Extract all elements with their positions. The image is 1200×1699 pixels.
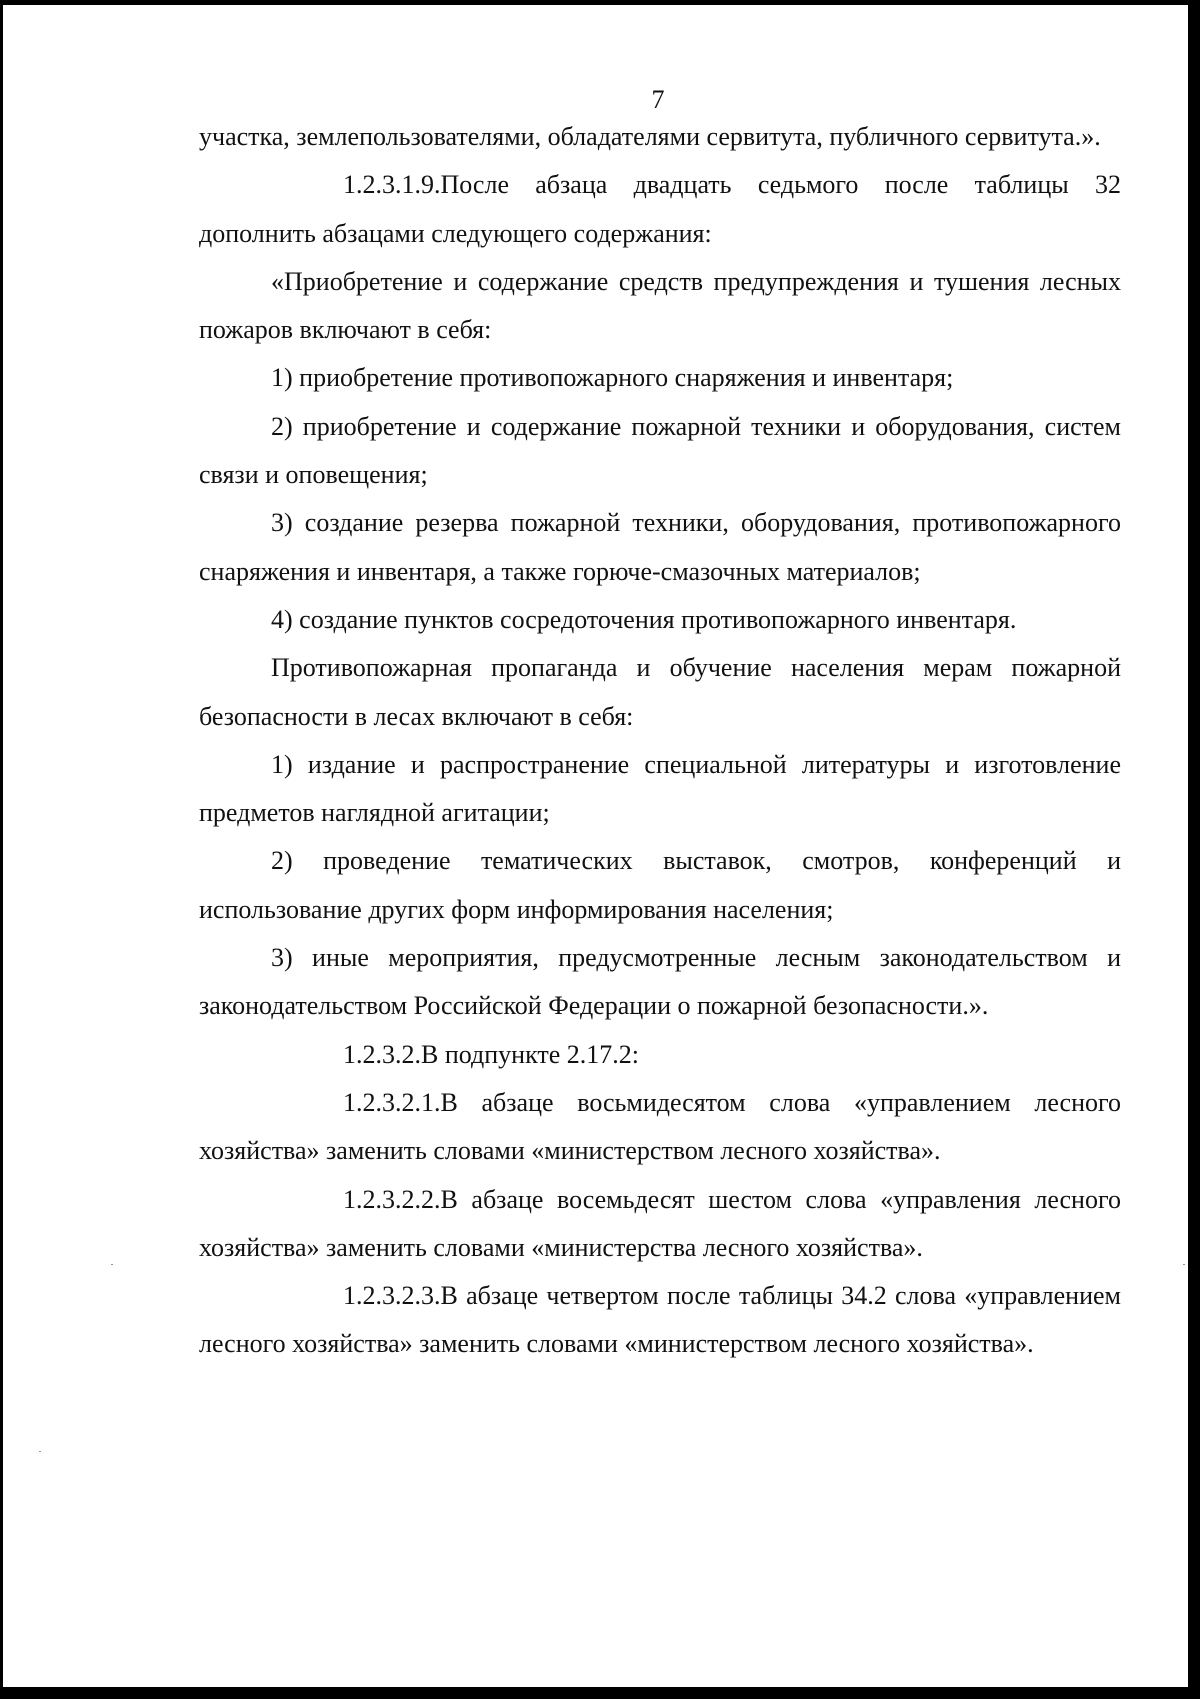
scan-speck: [39, 1451, 41, 1452]
paragraph-clause-1-2-3-1-9: [199, 161, 1121, 258]
document-body: [199, 113, 1121, 1369]
scan-speck: [111, 1264, 113, 1265]
clause-number: 1.2.3.1.9.: [343, 170, 441, 200]
list-item: [199, 837, 1121, 934]
list-item: [199, 354, 1121, 402]
paragraph-text: В абзаце восьмидесятом слова «управлением лесного хозяйства» заменить словами «министерством лесного хозяйства».: [199, 1087, 1121, 1166]
paragraph-text: После абзаца двадцать седьмого после таблицы 32 дополнить абзацами следующего содержания:: [199, 170, 1121, 248]
paragraph-clause-1-2-3-2: [199, 1031, 1121, 1079]
list-item: [199, 499, 1121, 596]
paragraph-text: В абзаце восемьдесят шестом слова «управления лесного хозяйства» заменить словами «министерства лесного хозяйства».: [199, 1184, 1121, 1262]
clause-number: 1.2.3.2.2.: [343, 1184, 441, 1214]
paragraph-text: 3) создание резерва пожарной техники, оборудования, противопожарного снаряжения и инвентаря, а также горюче-смазочных материалов;: [199, 508, 1121, 586]
clause-number: 1.2.3.2.3.: [343, 1281, 441, 1311]
paragraph-fire-prevention-intro: [199, 258, 1121, 355]
paragraph-clause-1-2-3-2-2: [199, 1176, 1121, 1273]
paragraph-clause-1-2-3-2-3: [199, 1272, 1121, 1369]
paragraph-text: В подпункте 2.17.2:: [421, 1039, 639, 1069]
paragraph-text: «Приобретение и содержание средств предупреждения и тушения лесных пожаров включают в себя:: [199, 266, 1121, 345]
list-item: [199, 934, 1121, 1031]
paragraph-text: 1) издание и распространение специальной литературы и изготовление предметов наглядной агитации;: [199, 749, 1121, 828]
paragraph-text: В абзаце четвертом после таблицы 34.2 слова «управлением лесного хозяйства» заменить словами «министерством лесного хозяйства».: [199, 1281, 1121, 1359]
paragraph-continuation: [199, 113, 1121, 161]
paragraph-clause-1-2-3-2-1: [199, 1079, 1121, 1176]
paragraph-text: 4) создание пунктов сосредоточения противопожарного инвентаря.: [271, 604, 1017, 634]
clause-number: 1.2.3.2.1.: [343, 1087, 441, 1117]
paragraph-propaganda-intro: [199, 644, 1121, 741]
paragraph-text: 2) приобретение и содержание пожарной техники и оборудования, систем связи и оповещения;: [199, 411, 1121, 490]
list-item: [199, 741, 1121, 838]
paragraph-text: 3) иные мероприятия, предусмотренные лесным законодательством и законодательством Российской Федерации о пожарной безопасности.».: [199, 943, 1121, 1021]
paragraph-text: участка, землепользователями, обладателями сервитута, публичного сервитута.».: [199, 122, 1101, 151]
paragraph-text: 1) приобретение противопожарного снаряжения и инвентаря;: [271, 363, 954, 393]
clause-number: 1.2.3.2.: [343, 1039, 421, 1069]
paragraph-text: 2) проведение тематических выставок, смотров, конференций и использование других форм информирования населения;: [199, 846, 1121, 924]
scan-speck: [1183, 1264, 1185, 1265]
paragraph-text: Противопожарная пропаганда и обучение населения мерам пожарной безопасности в лесах включают в себя:: [199, 653, 1121, 731]
page-number: 7: [651, 85, 665, 114]
list-item: [199, 596, 1121, 644]
list-item: [199, 403, 1121, 500]
